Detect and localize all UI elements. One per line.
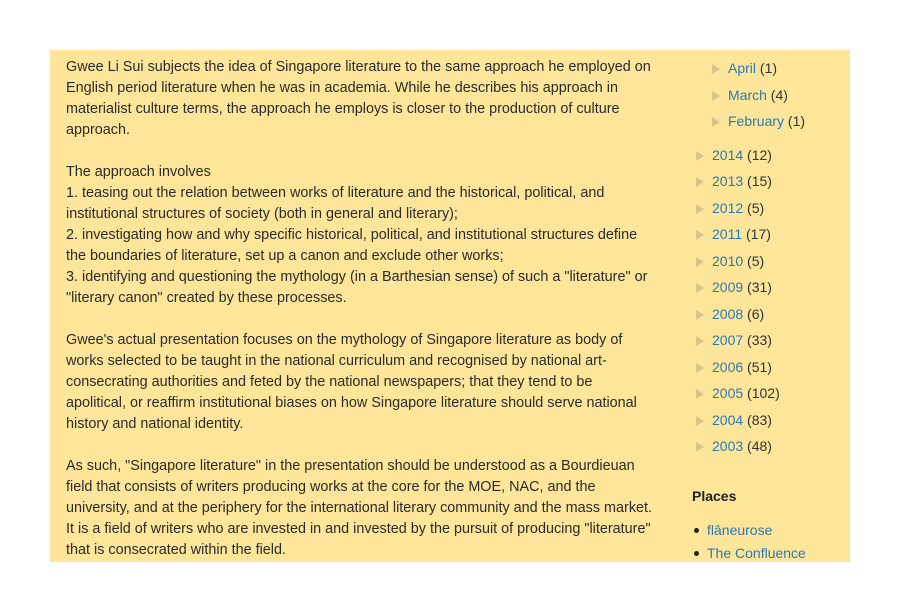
- archive-year-link[interactable]: 2014: [712, 147, 744, 163]
- collapsed-arrow-icon[interactable]: [696, 230, 704, 240]
- blog-panel: [50, 50, 850, 562]
- collapsed-arrow-icon[interactable]: [696, 151, 704, 161]
- archive-count: (12): [747, 147, 772, 163]
- places-list: [692, 520, 806, 562]
- archive-count: (5): [747, 253, 765, 269]
- collapsed-arrow-icon[interactable]: [696, 177, 704, 187]
- archive-year-2014[interactable]: [696, 147, 772, 163]
- archive-count: (4): [770, 87, 788, 103]
- post-paragraph-2: The approach involves 1. teasing out the relation between works of literature and the historical, political, and institutional structures of society (both in general and literary); 2. investigating how and why specific historical, political, and institutional structures define the boundaries of literature, set up a canon and exclude other works; 3. identifying and questioning the mythology (in a Barthesian sense) of such a "literature" or "literary canon" created by these processes.: [66, 164, 648, 306]
- archive-count: (6): [747, 306, 765, 322]
- archive-month-april[interactable]: [712, 60, 777, 76]
- archive-year-link[interactable]: 2004: [712, 412, 744, 428]
- places-heading: Places: [692, 488, 737, 504]
- archive-count: (31): [747, 279, 772, 295]
- collapsed-arrow-icon[interactable]: [696, 363, 704, 373]
- collapsed-arrow-icon[interactable]: [712, 91, 720, 101]
- post-paragraph-3: Gwee's actual presentation focuses on the mythology of Singapore literature as body of works selected to be taught in the national curriculum and recognised by national art-consecrating authorities and feted by the national newspapers; that they tend to be apolitical, or reaffirm institutional biases on how Singapore literature should serve national history and national identity.: [66, 332, 637, 432]
- archive-month-link[interactable]: April: [728, 60, 757, 76]
- collapsed-arrow-icon[interactable]: [696, 389, 704, 399]
- archive-count: (33): [747, 332, 772, 348]
- archive-month-link[interactable]: March: [728, 87, 767, 103]
- collapsed-arrow-icon[interactable]: [712, 64, 720, 74]
- collapsed-arrow-icon[interactable]: [712, 117, 720, 127]
- bullet-icon: [694, 528, 699, 533]
- list-item: [692, 520, 806, 543]
- post-paragraph-4: As such, "Singapore literature" in the presentation should be understood as a Bourdieuan field that consists of writers producing works at the core for the MOE, NAC, and the university, and at the periphery for the international literary community and the mass market. It is a field of writers who are invested in and invested by the pursuit of producing "literature" that is consecrated within the field.: [66, 458, 653, 558]
- collapsed-arrow-icon[interactable]: [696, 310, 704, 320]
- archive-count: (5): [747, 200, 765, 216]
- archive-count: (48): [747, 438, 772, 454]
- archive-year-link[interactable]: 2005: [712, 385, 744, 401]
- collapsed-arrow-icon[interactable]: [696, 336, 704, 346]
- archive-year-2013[interactable]: [696, 173, 772, 189]
- collapsed-arrow-icon[interactable]: [696, 283, 704, 293]
- archive-month-february[interactable]: [712, 113, 805, 129]
- archive-year-link[interactable]: 2009: [712, 279, 744, 295]
- archive-year-2004[interactable]: [696, 412, 772, 428]
- archive-year-link[interactable]: 2006: [712, 359, 744, 375]
- archive-count: (1): [787, 113, 806, 129]
- archive-year-2010[interactable]: [696, 253, 764, 269]
- archive-year-2003[interactable]: [696, 438, 772, 454]
- archive-year-link[interactable]: 2007: [712, 332, 744, 348]
- bullet-icon: [694, 551, 699, 556]
- post-body: [66, 57, 656, 562]
- archive-count: (1): [759, 60, 778, 76]
- collapsed-arrow-icon[interactable]: [696, 416, 704, 426]
- archive-year-2006[interactable]: [696, 359, 772, 375]
- archive-year-2011[interactable]: [696, 226, 771, 242]
- archive-month-march[interactable]: [712, 87, 788, 103]
- archive-year-link[interactable]: 2011: [712, 226, 743, 242]
- archive-year-2005[interactable]: [696, 385, 780, 401]
- archive-year-2012[interactable]: [696, 200, 764, 216]
- places-link[interactable]: The Confluence: [707, 545, 806, 561]
- archive-month-link[interactable]: February: [728, 113, 785, 129]
- archive-year-link[interactable]: 2010: [712, 253, 744, 269]
- collapsed-arrow-icon[interactable]: [696, 442, 704, 452]
- post-paragraph-1: Gwee Li Sui subjects the idea of Singapore literature to the same approach he employed on English period literature when he was in academia. While he describes his approach in materialist culture terms, the approach he employs is closer to the production of culture approach.: [66, 59, 651, 138]
- archive-count: (17): [746, 226, 771, 242]
- archive-count: (15): [747, 173, 772, 189]
- archive-count: (83): [747, 412, 772, 428]
- archive-year-link[interactable]: 2003: [712, 438, 744, 454]
- archive-year-2009[interactable]: [696, 279, 772, 295]
- collapsed-arrow-icon[interactable]: [696, 257, 704, 267]
- archive-year-link[interactable]: 2012: [712, 200, 744, 216]
- collapsed-arrow-icon[interactable]: [696, 204, 704, 214]
- archive-year-link[interactable]: 2008: [712, 306, 744, 322]
- archive-year-2008[interactable]: [696, 306, 764, 322]
- archive-year-2007[interactable]: [696, 332, 772, 348]
- archive-year-link[interactable]: 2013: [712, 173, 744, 189]
- archive-count: (51): [747, 359, 772, 375]
- archive-count: (102): [747, 385, 780, 401]
- places-link[interactable]: flâneurose: [707, 522, 773, 538]
- list-item: [692, 543, 806, 562]
